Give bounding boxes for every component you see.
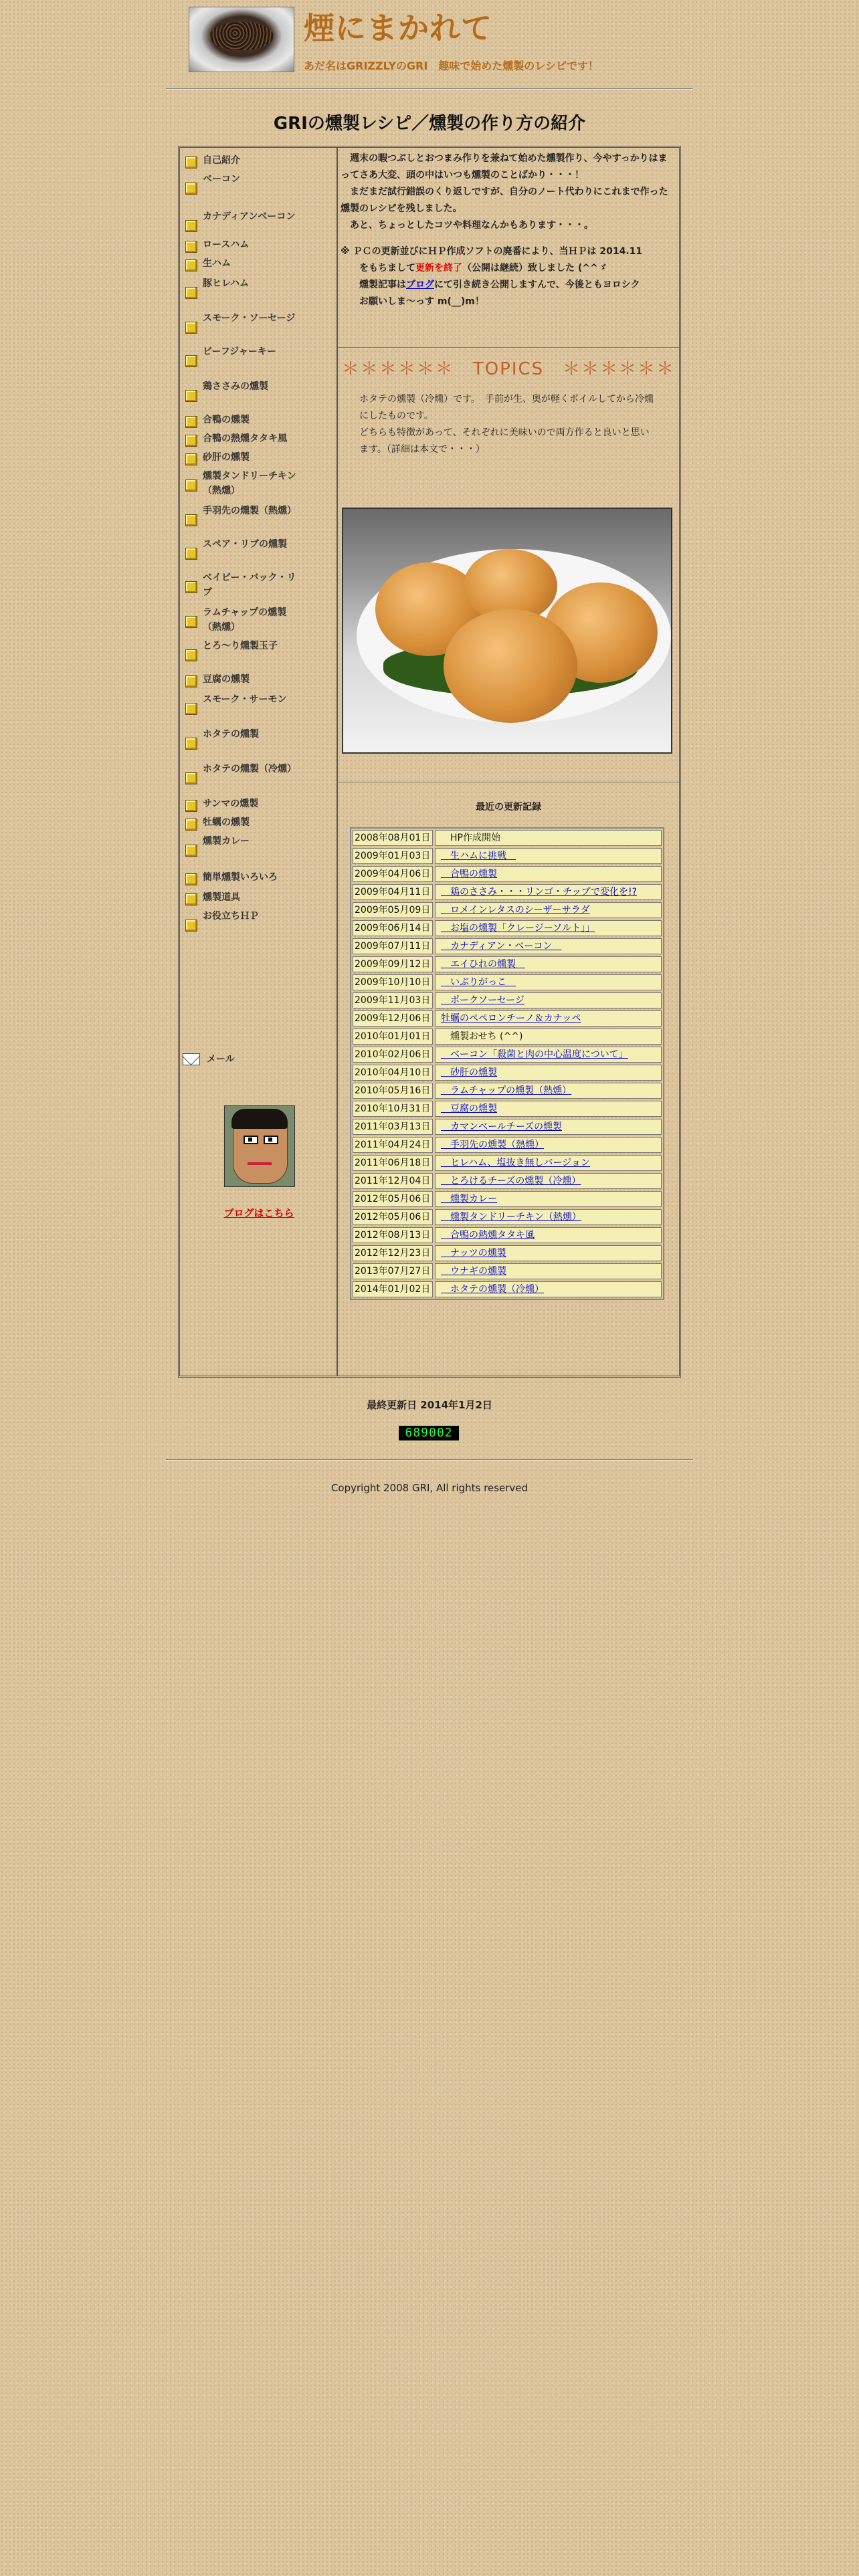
table-row xyxy=(353,866,662,882)
yellow-square-icon xyxy=(185,675,197,687)
sidebar-item-label: ビーフジャーキー xyxy=(203,346,276,357)
blog-link[interactable]: ブログはこちら xyxy=(223,1207,294,1219)
intro-paragraph: あと、ちょっとしたコツや料理なんかもあります・・・。 xyxy=(341,220,593,231)
topics-line: どちらも特徴があって、それぞれに美味いので両方作ると良いと思い xyxy=(341,427,650,438)
topics-heading: ＊＊＊＊＊＊ TOPICS ＊＊＊＊＊＊ xyxy=(341,359,676,379)
yellow-square-icon xyxy=(185,287,197,299)
table-row xyxy=(353,920,662,936)
intro-paragraph: 週末の暇つぶしとおつまみ作りを兼ねて始めた燻製作り、今やすっかりはまってさあ大変、頭の中はいつも燻製のことばかり・・・！ xyxy=(341,153,668,181)
update-date: 2010年04月10日 xyxy=(353,1065,433,1081)
update-date: 2009年04月06日 xyxy=(353,866,433,882)
yellow-square-icon xyxy=(185,355,197,367)
yellow-square-icon xyxy=(185,514,197,526)
divider xyxy=(166,88,693,90)
sidebar-item-label: 豆腐の燻製 xyxy=(203,674,250,685)
yellow-square-icon xyxy=(185,435,197,447)
sidebar-item-label: 合鴨の熱燻タタキ風 xyxy=(203,433,287,444)
table-row xyxy=(353,1101,662,1117)
sidebar-item-label: 簡単燻製いろいろ xyxy=(203,872,278,883)
site-header xyxy=(166,0,693,80)
update-date: 2012年05月06日 xyxy=(353,1191,433,1207)
notice-text: にて引き続き公開しますんで、今後ともヨロシク xyxy=(434,280,640,290)
update-text: HP作成開始 xyxy=(435,830,662,846)
notice-red-text: 更新を終了 xyxy=(415,263,462,274)
update-link[interactable]: ウナギの燻製 xyxy=(435,1263,662,1279)
topics-line: にしたものです。 xyxy=(341,411,434,421)
site-subtitle: あだ名はGRIZZLYのGRI 趣味で始めた燻製のレシピです！ xyxy=(304,60,599,72)
scallop-photo xyxy=(342,508,672,754)
update-link[interactable]: 合鴨の熱燻タタキ風 xyxy=(435,1227,662,1243)
yellow-square-icon xyxy=(185,873,197,885)
yellow-square-icon xyxy=(185,703,197,715)
yellow-square-icon xyxy=(185,920,197,932)
update-date: 2009年06月14日 xyxy=(353,920,433,936)
table-row xyxy=(353,956,662,972)
access-counter: 689002 xyxy=(399,1426,459,1440)
intro-text xyxy=(341,150,676,310)
yellow-square-icon xyxy=(185,800,197,812)
topics-line: ます。（詳細は本文で・・・） xyxy=(341,444,485,455)
sidebar-item-label: ホタテの燻製（冷燻） xyxy=(203,764,296,774)
copyright: Copyright 2008 GRI, All rights reserved xyxy=(330,1482,529,1494)
update-link[interactable]: とろけるチーズの燻製（冷燻） xyxy=(435,1173,662,1189)
sidebar-item-label: 生ハム xyxy=(203,258,231,269)
update-date: 2014年01月02日 xyxy=(353,1281,433,1297)
update-date: 2009年05月09日 xyxy=(353,902,433,918)
sidebar-item-label: 砂肝の燻製 xyxy=(203,452,250,463)
notice-paragraph xyxy=(341,277,676,294)
content xyxy=(338,148,679,1376)
sidebar-item-label: ベイビー・バック・リブ xyxy=(203,572,296,598)
page-heading: GRIの燻製レシピ／燻製の作り方の紹介 xyxy=(273,114,586,134)
topics-line: ホタテの燻製（冷燻）です。 手前が生、奥が軽くボイルしてから冷燻 xyxy=(341,394,654,405)
table-row xyxy=(353,1173,662,1189)
sidebar-item-label: ラムチャップの燻製（熱燻） xyxy=(203,607,287,633)
last-updated: 最終更新日 2014年1月2日 xyxy=(367,1399,492,1411)
update-date: 2008年08月01日 xyxy=(353,830,433,846)
table-row xyxy=(353,992,662,1008)
update-date: 2012年08月13日 xyxy=(353,1227,433,1243)
table-row xyxy=(353,902,662,918)
yellow-square-icon xyxy=(185,390,197,402)
sidebar-item-label: とろ～り燻製玉子 xyxy=(203,641,278,651)
table-row xyxy=(353,1083,662,1099)
update-link[interactable]: 砂肝の燻製 xyxy=(435,1065,662,1081)
update-link[interactable]: 燻製カレー xyxy=(435,1191,662,1207)
update-link[interactable]: ラムチャップの燻製（熱燻） xyxy=(435,1083,662,1099)
notice-paragraph: ※ ＰＣの更新並びにＨＰ作成ソフトの廃番により、当ＨＰは 2014.11 xyxy=(341,246,643,257)
table-row xyxy=(353,1155,662,1171)
notice-paragraph xyxy=(341,260,676,277)
update-link[interactable]: 鶏のささみ・・・リンゴ・チップで変化を!? xyxy=(435,884,662,900)
yellow-square-icon xyxy=(185,220,197,232)
update-link[interactable]: ポークソーセージ xyxy=(435,992,662,1008)
table-row xyxy=(353,974,662,990)
yellow-square-icon xyxy=(185,416,197,428)
update-date: 2012年05月06日 xyxy=(353,1209,433,1225)
update-date: 2010年05月16日 xyxy=(353,1083,433,1099)
update-date: 2011年12月04日 xyxy=(353,1173,433,1189)
update-date: 2009年09月12日 xyxy=(353,956,433,972)
site-title[interactable]: 煙にまかれて xyxy=(304,10,492,46)
yellow-square-icon xyxy=(185,616,197,628)
sidebar-item-label: スモーク・ソーセージ xyxy=(203,313,296,324)
table-row xyxy=(353,1047,662,1063)
sidebar-item-label: 燻製道具 xyxy=(203,892,240,903)
update-link[interactable]: カマンベールチーズの燻製 xyxy=(435,1119,662,1135)
table-row xyxy=(353,1281,662,1297)
update-link[interactable]: 牡蠣のペペロンチーノ＆カナッペ xyxy=(435,1010,662,1027)
update-link[interactable]: お塩の燻製「クレージーソルト」」 xyxy=(435,920,662,936)
table-row xyxy=(353,1010,662,1027)
update-link[interactable]: 合鴨の燻製 xyxy=(435,866,662,882)
update-date: 2009年07月11日 xyxy=(353,938,433,954)
update-link[interactable]: ナッツの燻製 xyxy=(435,1245,662,1261)
sidebar-item-label: サンマの燻製 xyxy=(203,798,259,809)
sidebar-item-label: スモーク・サーモン xyxy=(203,694,287,705)
update-link[interactable]: ヒレハム、塩抜き無しバージョン xyxy=(435,1155,662,1171)
updates-table xyxy=(350,827,664,1300)
update-text: 燻製おせち (^^) xyxy=(435,1029,662,1045)
table-row xyxy=(353,884,662,900)
yellow-square-icon xyxy=(185,845,197,857)
topics-text xyxy=(341,391,675,458)
table-row xyxy=(353,848,662,864)
update-date: 2011年04月24日 xyxy=(353,1137,433,1153)
sidebar-item-label: 手羽先の燻製（熱燻） xyxy=(203,506,296,516)
sidebar-item-label: ロースハム xyxy=(203,239,250,250)
blog-inline-link[interactable]: ブログ xyxy=(406,280,434,290)
sidebar-item-label: カナディアンベーコン xyxy=(203,211,296,222)
envelope-icon xyxy=(183,1053,200,1065)
divider xyxy=(338,347,679,348)
yellow-square-icon xyxy=(185,893,197,905)
table-row xyxy=(353,1137,662,1153)
yellow-square-icon xyxy=(185,548,197,560)
table-row xyxy=(353,830,662,846)
main-frame xyxy=(178,146,681,1378)
notice-paragraph: お願いしま～っす m(__)m！ xyxy=(341,296,484,307)
notice-text: 燻製記事は xyxy=(341,280,406,290)
yellow-square-icon xyxy=(185,322,197,334)
table-row xyxy=(353,1191,662,1207)
update-date: 2011年03月13日 xyxy=(353,1119,433,1135)
yellow-square-icon xyxy=(185,772,197,784)
update-link[interactable]: ホタテの燻製（冷燻） xyxy=(435,1281,662,1297)
yellow-square-icon xyxy=(185,183,197,195)
yellow-square-icon xyxy=(185,581,197,593)
yellow-square-icon xyxy=(185,819,197,831)
update-link[interactable]: 豆腐の燻製 xyxy=(435,1101,662,1117)
mail-label: メール xyxy=(207,1054,235,1065)
yellow-square-icon xyxy=(185,479,197,492)
intro-paragraph: まだまだ試行錯誤のくり返しですが、自分のノート代わりにこれまで作った燻製のレシピを残しました。 xyxy=(341,187,668,214)
table-row xyxy=(353,1263,662,1279)
sidebar-item-label: スペア・リブの燻製 xyxy=(203,539,287,550)
smoker-logo-image xyxy=(189,7,294,72)
table-row xyxy=(353,1119,662,1135)
avatar xyxy=(224,1105,295,1187)
update-link[interactable]: カナディアン・ベーコン xyxy=(435,938,662,954)
sidebar-item-label: 鶏ささみの燻製 xyxy=(203,381,268,392)
update-date: 2011年06月18日 xyxy=(353,1155,433,1171)
update-link[interactable]: いぶりがっこ xyxy=(435,974,662,990)
sidebar-item-label: ベーコン xyxy=(203,174,240,185)
table-row xyxy=(353,1245,662,1261)
yellow-square-icon xyxy=(185,649,197,661)
table-row xyxy=(353,938,662,954)
divider xyxy=(166,1459,693,1461)
sidebar xyxy=(180,148,338,1376)
sidebar-item-label: 燻製タンドリーチキン（熱燻） xyxy=(203,471,296,496)
update-date: 2009年04月11日 xyxy=(353,884,433,900)
yellow-square-icon xyxy=(185,156,197,169)
update-link[interactable]: 生ハムに挑戦 xyxy=(435,848,662,864)
update-date: 2009年01月03日 xyxy=(353,848,433,864)
yellow-square-icon xyxy=(185,738,197,750)
update-date: 2010年02月06日 xyxy=(353,1047,433,1063)
update-link[interactable]: 燻製タンドリーチキン（熱燻） xyxy=(435,1209,662,1225)
table-row xyxy=(353,1065,662,1081)
sidebar-item-label: 自己紹介 xyxy=(203,155,240,166)
notice-text: をもちまして xyxy=(341,263,415,274)
yellow-square-icon xyxy=(185,241,197,253)
sidebar-item-label: 燻製カレー xyxy=(203,836,250,847)
sidebar-item-label: 豚ヒレハム xyxy=(203,278,250,289)
sidebar-item-label: ホタテの燻製 xyxy=(203,729,259,740)
yellow-square-icon xyxy=(185,453,197,465)
sidebar-item-label: お役立ちＨＰ xyxy=(203,911,259,922)
update-link[interactable]: エイひれの燻製 xyxy=(435,956,662,972)
update-date: 2010年01月01日 xyxy=(353,1029,433,1045)
update-date: 2009年10月10日 xyxy=(353,974,433,990)
update-date: 2009年11月03日 xyxy=(353,992,433,1008)
update-link[interactable]: 手羽先の燻製（熱燻） xyxy=(435,1137,662,1153)
table-row xyxy=(353,1227,662,1243)
update-date: 2012年12月23日 xyxy=(353,1245,433,1261)
page xyxy=(166,0,693,1494)
sidebar-item-label: 合鴨の燻製 xyxy=(203,415,250,425)
update-date: 2013年07月27日 xyxy=(353,1263,433,1279)
update-date: 2009年12月06日 xyxy=(353,1010,433,1027)
sidebar-item-label: 牡蠣の燻製 xyxy=(203,817,250,828)
update-link[interactable]: ロメインレタスのシーザーサラダ xyxy=(435,902,662,918)
updates-title: 最近の更新記録 xyxy=(476,802,541,813)
update-date: 2010年10月31日 xyxy=(353,1101,433,1117)
table-row xyxy=(353,1209,662,1225)
notice-text: （公開は継続）致しました (^^ゞ xyxy=(462,263,607,274)
update-link[interactable]: ベーコン「殺菌と肉の中心温度について」 xyxy=(435,1047,662,1063)
yellow-square-icon xyxy=(185,259,197,272)
table-row xyxy=(353,1029,662,1045)
